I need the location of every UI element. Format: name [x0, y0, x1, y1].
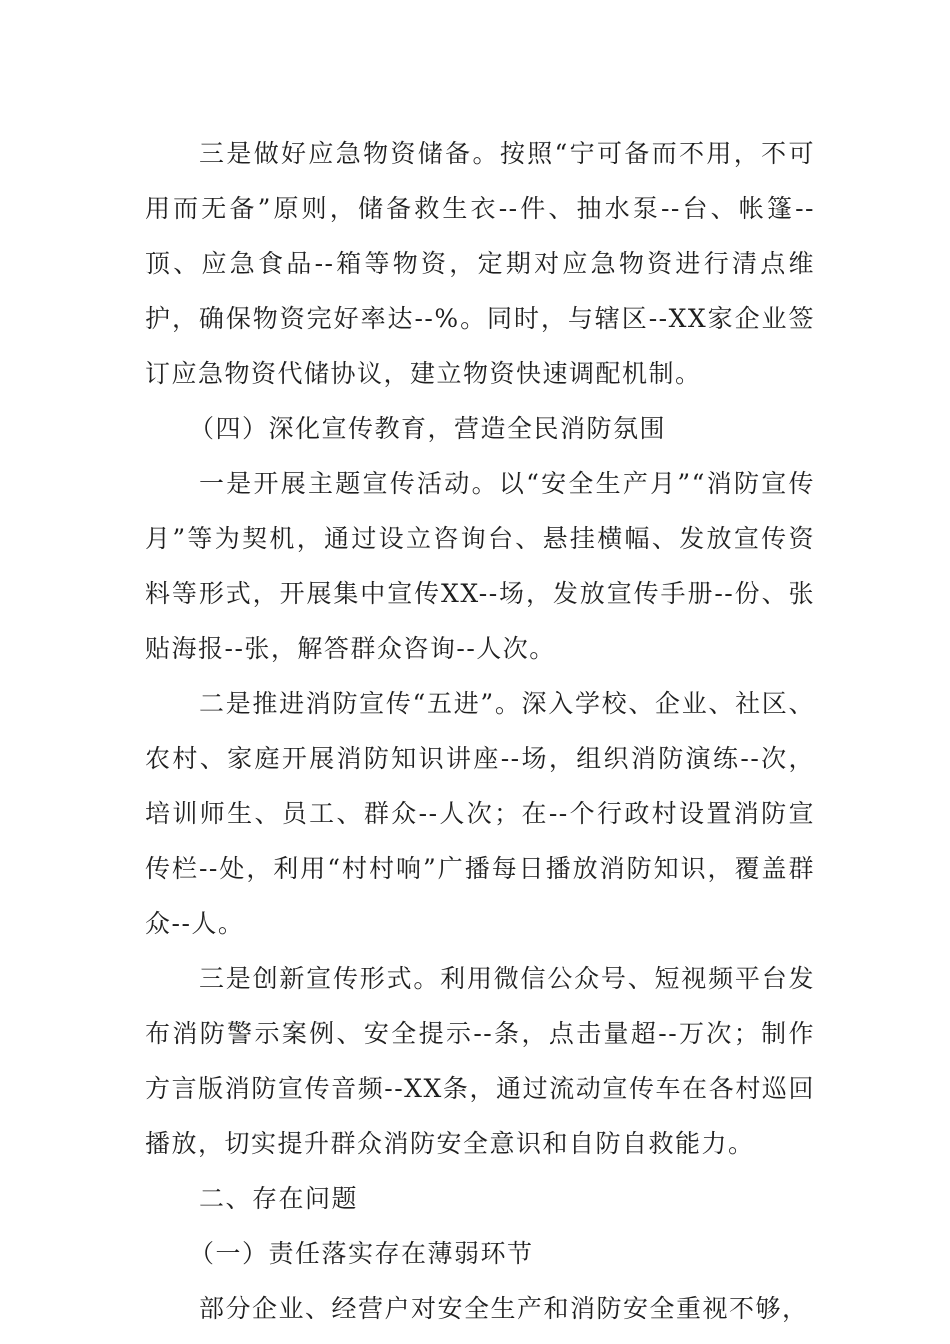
- section-heading-publicity: （四）深化宣传教育，营造全民消防氛围: [189, 414, 667, 443]
- paragraph-innovative-publicity: 三是创新宣传形式。利用微信公众号、短视频平台发布消防警示案例、安全提示--条，点击量超--万次；制作方言版消防宣传音频--XX条，通过流动宣传车在各村巡回播放，切实提升群众消防安全意识和自防自救能力。: [145, 964, 815, 1158]
- paragraph-responsibility-weakness: 部分企业、经营户对安全生产和消防安全重视不够，: [199, 1294, 809, 1323]
- section-heading-problems: 二、存在问题: [199, 1184, 359, 1213]
- document-body: [145, 126, 815, 1336]
- paragraph-emergency-supplies: 三是做好应急物资储备。按照“宁可备而不用，不可用而无备”原则，储备救生衣--件、抽水泵--台、帐篷--顶、应急食品--箱等物资，定期对应急物资进行清点维护，确保物资完好率达--%。同时，与辖区--XX家企业签订应急物资代储协议，建立物资快速调配机制。: [145, 139, 815, 388]
- paragraph-theme-publicity: 一是开展主题宣传活动。以“安全生产月”“消防宣传月”等为契机，通过设立咨询台、悬挂横幅、发放宣传资料等形式，开展集中宣传XX--场，发放宣传手册--份、张贴海报--张，解答群众咨询--人次。: [145, 469, 815, 663]
- paragraph-five-entries: 二是推进消防宣传“五进”。深入学校、企业、社区、农村、家庭开展消防知识讲座--场，组织消防演练--次，培训师生、员工、群众--人次；在--个行政村设置消防宣传栏--处，利用“村村响”广播每日播放消防知识，覆盖群众--人。: [145, 689, 815, 938]
- subsection-heading-responsibility: （一）责任落实存在薄弱环节: [189, 1239, 534, 1268]
